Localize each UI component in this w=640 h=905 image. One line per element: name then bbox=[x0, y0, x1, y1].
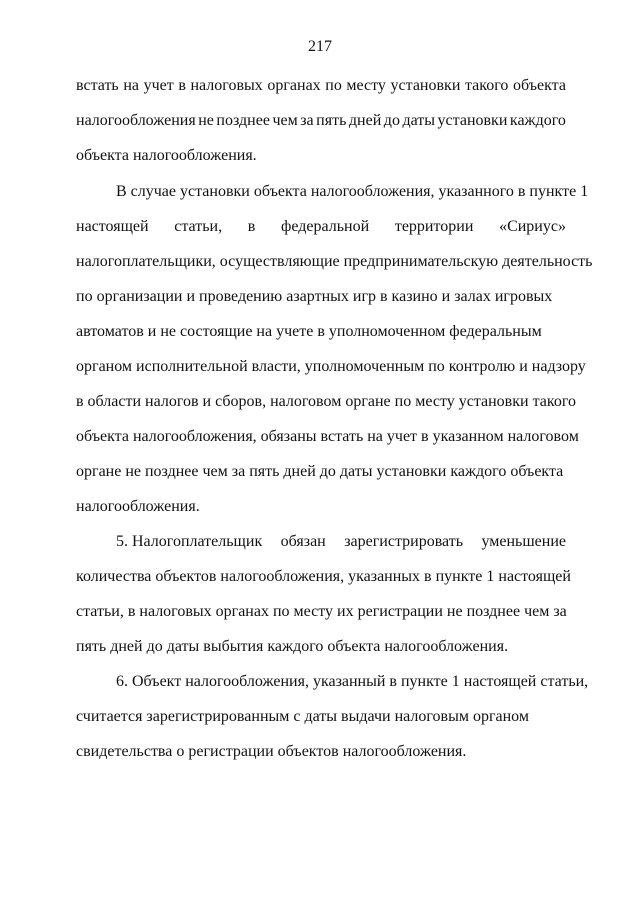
text-line: 6. Объект налогообложения, указанный в пункте 1 настоящей статьи, bbox=[116, 673, 589, 690]
text-line: в области налогов и сборов, налоговом органе по месту установки такого bbox=[76, 393, 576, 410]
text-line: объекта налогообложения, обязаны встать на учет в указанном налоговом bbox=[76, 428, 579, 445]
text-line: налогообложения. bbox=[76, 498, 200, 515]
word: по bbox=[325, 77, 342, 94]
word: учет bbox=[143, 77, 174, 94]
word: 5. Налогоплательщик bbox=[116, 533, 263, 550]
word: обязан bbox=[280, 533, 326, 550]
text-line bbox=[76, 111, 566, 131]
word: за bbox=[300, 112, 314, 129]
text-line bbox=[76, 217, 566, 237]
word: зарегистрировать bbox=[344, 533, 464, 550]
text-line: налогоплательщики, осуществляющие предпринимательскую деятельность bbox=[76, 253, 593, 270]
word: установки bbox=[390, 77, 461, 94]
text-line: считается зарегистрированным с даты выдачи налоговым органом bbox=[76, 708, 529, 725]
text-line: В случае установки объекта налогообложения, указанного в пункте 1 bbox=[116, 183, 589, 200]
word: «Сириус» bbox=[499, 218, 566, 235]
word: налоговых bbox=[190, 77, 263, 94]
text-line bbox=[116, 532, 566, 552]
word: органах bbox=[267, 77, 321, 94]
word: позднее bbox=[216, 112, 270, 129]
text-line: статьи, в налоговых органах по месту их регистрации не позднее чем за bbox=[76, 603, 567, 620]
word: каждого bbox=[509, 112, 566, 129]
text-line: автоматов и не состоящие на учете в уполномоченном федеральным bbox=[76, 323, 542, 340]
word: чем bbox=[272, 112, 298, 129]
word: месту bbox=[346, 77, 386, 94]
word: налогообложения bbox=[76, 112, 196, 129]
word: дней bbox=[348, 112, 382, 129]
word: федеральной bbox=[281, 218, 370, 235]
word: такого bbox=[464, 77, 509, 94]
text-line: органе не позднее чем за пять дней до даты установки каждого объекта bbox=[76, 463, 564, 480]
word: уменьшение bbox=[481, 533, 566, 550]
word: статьи, bbox=[174, 218, 223, 235]
word: в bbox=[247, 218, 256, 235]
word: пять bbox=[316, 112, 347, 129]
word: объекта bbox=[512, 77, 566, 94]
word: до bbox=[383, 112, 400, 129]
word: не bbox=[198, 112, 214, 129]
text-line: свидетельства о регистрации объектов налогообложения. bbox=[76, 743, 467, 760]
word: встать bbox=[76, 77, 119, 94]
text-line: пять дней до даты выбытия каждого объекта налогообложения. bbox=[76, 638, 509, 655]
text-line: объекта налогообложения. bbox=[76, 147, 257, 164]
page-number: 217 bbox=[308, 38, 332, 55]
text-line: количества объектов налогообложения, указанных в пункте 1 настоящей bbox=[76, 568, 571, 585]
word: даты bbox=[402, 112, 436, 129]
word: установки bbox=[437, 112, 508, 129]
word: на bbox=[123, 77, 139, 94]
text-line: органом исполнительной власти, уполномоченным по контролю и надзору bbox=[76, 358, 586, 375]
text-line bbox=[76, 76, 566, 96]
word: настоящей bbox=[76, 218, 149, 235]
word: в bbox=[178, 77, 186, 94]
text-line: по организации и проведению азартных игр в казино и залах игровых bbox=[76, 288, 553, 305]
word: территории bbox=[394, 218, 474, 235]
